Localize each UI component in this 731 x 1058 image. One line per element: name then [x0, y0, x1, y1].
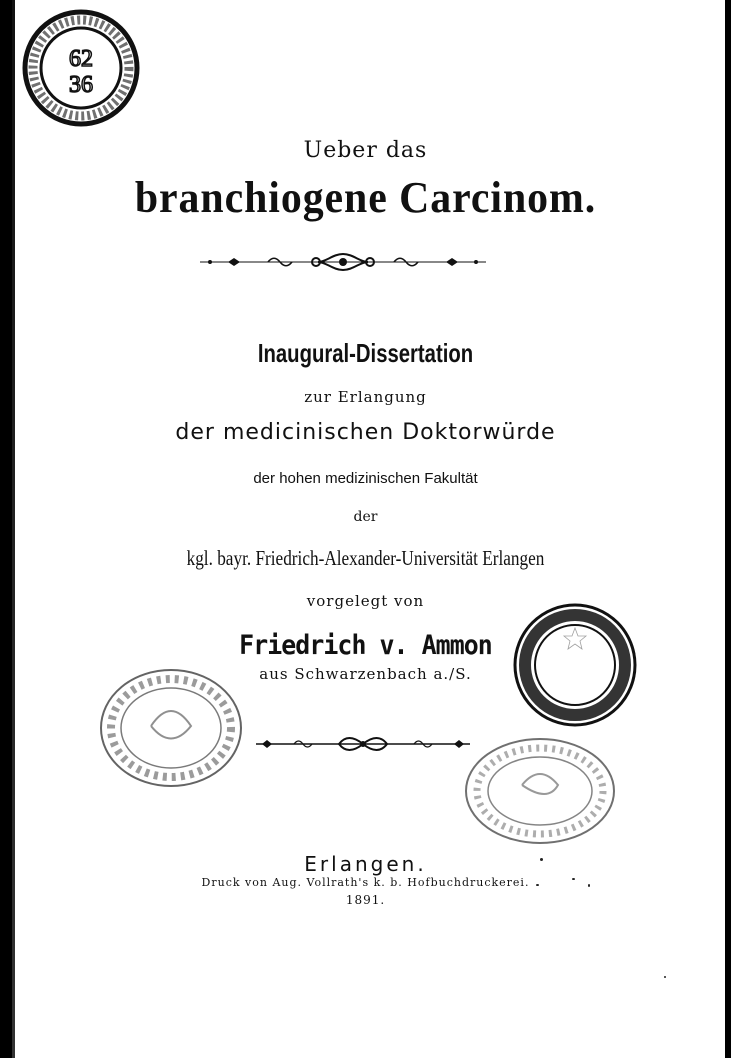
faculty-line: der hohen medizinischen Fakultät: [253, 470, 478, 487]
title-line-1: Ueber das: [303, 138, 428, 163]
paper-speck: [540, 858, 543, 861]
author-origin: aus Schwarzenbach a./S.: [259, 665, 472, 683]
paper-speck: [536, 884, 539, 886]
paper-speck: [572, 878, 575, 880]
imprint-printer: Druck von Aug. Vollrath's k. b. Hofbuchdruckerei.: [201, 876, 530, 889]
zur-erlangung: zur Erlangung: [304, 388, 427, 406]
der-line: der: [353, 509, 378, 525]
stamp-dono-accademia: [508, 598, 642, 732]
stamp-top-left: [14, 8, 148, 128]
university-line: kgl. bayr. Friedrich-Alexander-Universität Erlangen: [186, 546, 545, 570]
paper-speck: [588, 884, 590, 887]
svg-text:36: 36: [69, 72, 93, 98]
imprint-city: Erlangen.: [304, 852, 427, 876]
ornament-divider-bottom: [254, 733, 472, 755]
imprint-year: 1891.: [345, 893, 386, 907]
stamp-biblioteca-left: [96, 666, 246, 790]
paper-speck: [664, 976, 666, 978]
vorgelegt-line: vorgelegt von: [306, 592, 425, 610]
dissertation-heading: Inaugural-Dissertation: [257, 338, 474, 368]
stamp-accademia-bottom-right: [462, 735, 618, 847]
author-name: Friedrich v. Ammon: [239, 630, 492, 661]
main-title: branchiogene Carcinom.: [134, 173, 597, 222]
ornament-divider-top: [198, 251, 488, 273]
svg-text:62: 62: [69, 46, 93, 72]
degree-line: der medicinischen Doktorwürde: [175, 420, 556, 445]
